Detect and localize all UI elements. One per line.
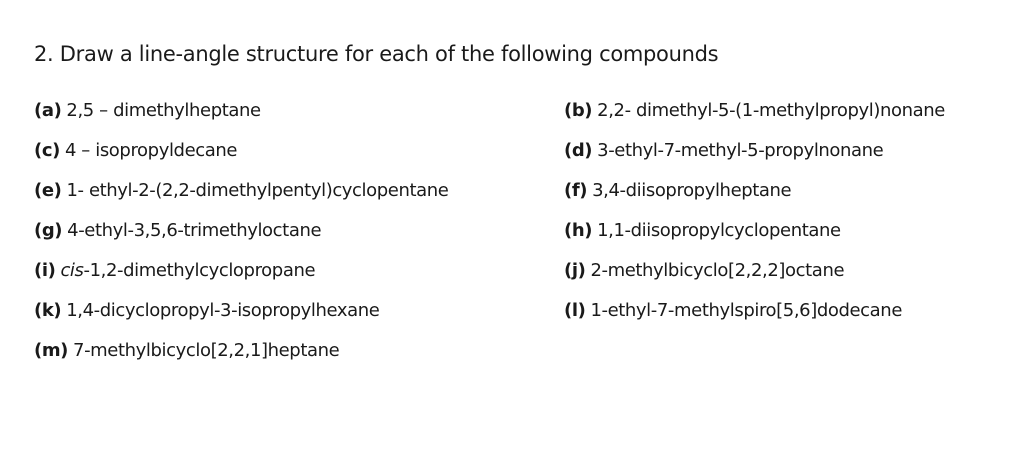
item-label: (j) bbox=[564, 260, 586, 281]
compound-item-j bbox=[564, 258, 844, 284]
item-text: 4 – isopropyldecane bbox=[64, 140, 238, 161]
item-text: 1- ethyl-2-(2,2-dimethylpentyl)cyclopentane bbox=[66, 180, 449, 201]
item-label: (a) bbox=[34, 100, 62, 121]
item-label: (i) bbox=[34, 260, 56, 281]
item-label: (l) bbox=[564, 300, 586, 321]
item-label: (g) bbox=[34, 220, 63, 241]
item-text: 2-methylbicyclo[2,2,2]octane bbox=[590, 260, 845, 281]
item-text: 7-methylbicyclo[2,2,1]heptane bbox=[73, 340, 340, 361]
item-text: 1,1-diisopropylcyclopentane bbox=[597, 220, 841, 241]
compound-item-f bbox=[564, 178, 791, 204]
compound-item-g bbox=[34, 218, 321, 244]
item-text: 3,4-diisopropylheptane bbox=[592, 180, 792, 201]
item-text: 4-ethyl-3,5,6-trimethyloctane bbox=[67, 220, 322, 241]
item-label: (d) bbox=[564, 140, 593, 161]
question-heading: 2. Draw a line-angle structure for each of the following compounds bbox=[34, 42, 719, 66]
compound-item-e bbox=[34, 178, 448, 204]
compound-item-k bbox=[34, 298, 379, 324]
list-row bbox=[34, 218, 1019, 258]
list-row bbox=[34, 178, 1019, 218]
item-text: 2,2- dimethyl-5-(1-methylpropyl)nonane bbox=[597, 100, 945, 121]
compound-item-a bbox=[34, 98, 261, 124]
item-text: -1,2-dimethylcyclopropane bbox=[83, 260, 316, 281]
item-text: 2,5 – dimethylheptane bbox=[66, 100, 261, 121]
list-row bbox=[34, 298, 1019, 338]
item-text: 1-ethyl-7-methylspiro[5,6]dodecane bbox=[590, 300, 902, 321]
item-italic-prefix: cis bbox=[60, 260, 84, 281]
compound-item-h bbox=[564, 218, 841, 244]
list-row bbox=[34, 138, 1019, 178]
item-label: (k) bbox=[34, 300, 62, 321]
compound-item-d bbox=[564, 138, 883, 164]
item-label: (c) bbox=[34, 140, 60, 161]
item-label: (f) bbox=[564, 180, 588, 201]
item-text: 1,4-dicyclopropyl-3-isopropylhexane bbox=[66, 300, 380, 321]
compound-list bbox=[34, 98, 1019, 378]
compound-item-i bbox=[34, 258, 315, 284]
item-text: 3-ethyl-7-methyl-5-propylnonane bbox=[597, 140, 884, 161]
item-label: (e) bbox=[34, 180, 62, 201]
compound-item-b bbox=[564, 98, 945, 124]
compound-item-m bbox=[34, 338, 339, 364]
list-row bbox=[34, 98, 1019, 138]
list-row bbox=[34, 338, 1019, 378]
item-label: (h) bbox=[564, 220, 593, 241]
compound-item-c bbox=[34, 138, 237, 164]
list-row bbox=[34, 258, 1019, 298]
compound-item-l bbox=[564, 298, 902, 324]
item-label: (b) bbox=[564, 100, 593, 121]
item-label: (m) bbox=[34, 340, 69, 361]
